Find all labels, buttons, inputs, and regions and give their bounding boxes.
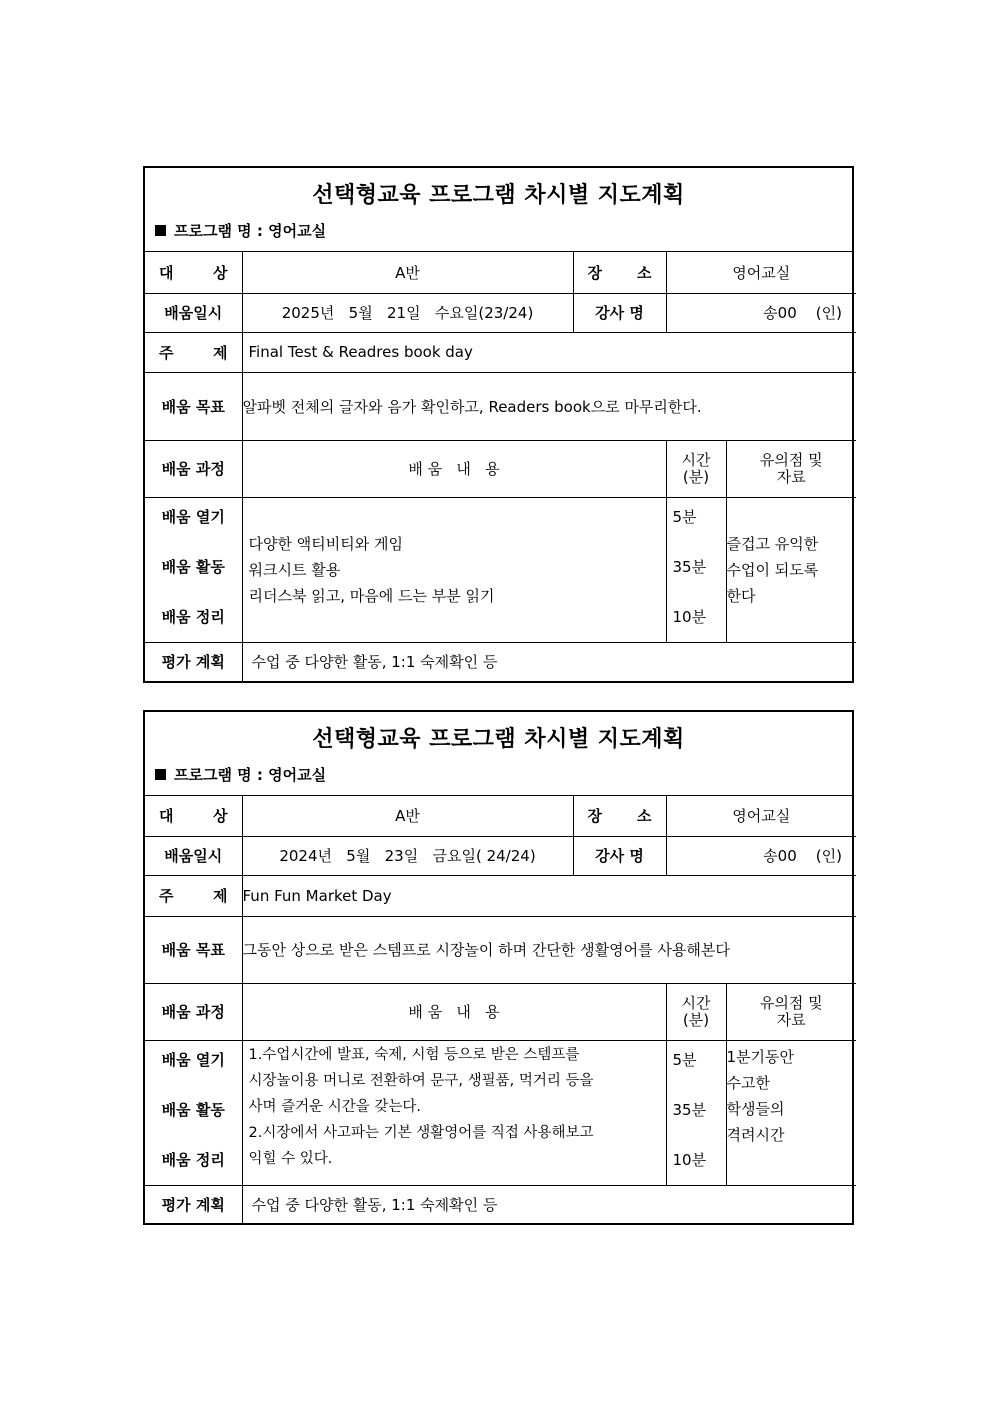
time-list [666,497,726,642]
place-label: 장 소 [573,796,666,836]
target-label: 대 상 [145,252,242,293]
notes-body [726,497,856,642]
notes-line: 1분기동안 [726,1047,795,1066]
date-label: 배움일시 [145,836,242,875]
place-value: 영어교실 [666,796,856,836]
lesson-plan-2 [143,710,854,1225]
time-label [666,983,726,1040]
plan-title: 선택형교육 프로그램 차시별 지도계획 [312,182,685,208]
content-label: 배 움 내 용 [242,440,666,497]
content-line: 익힐 수 있다. [248,1150,333,1167]
time-list [666,1040,726,1185]
program-name [155,220,326,241]
content-body [242,1040,666,1185]
notes-line: 수고한 [726,1073,770,1092]
square-bullet-icon [155,769,166,780]
teacher-label: 강사 명 [573,836,666,875]
plan-header [145,712,852,796]
notes-label-line-1: 유의점 및 [759,450,823,469]
goal-label: 배움 목표 [145,916,242,983]
goal-label: 배움 목표 [145,372,242,440]
plan-title: 선택형교육 프로그램 차시별 지도계획 [312,726,685,752]
row-topic [145,332,856,372]
content-line: 시장놀이용 머니로 전환하여 문구, 생필품, 먹거리 등을 [248,1072,594,1089]
date-value: 2025년 5월 21일 수요일(23/24) [242,293,573,332]
topic-label: 주 제 [145,875,242,916]
goal-value: 알파벳 전체의 글자와 음가 확인하고, Readers book으로 마무리한다. [242,372,856,440]
program-name [155,764,326,785]
step-open: 배움 열기 [161,507,225,526]
notes-label-line-2: 자료 [776,467,806,486]
step-list [145,497,242,642]
content-line: 1.수업시간에 발표, 숙제, 시험 등으로 받은 스템프를 [248,1046,580,1063]
notes-line: 즐겁고 유익한 [726,534,819,553]
content-line: 사며 즐거운 시간을 갖는다. [248,1098,422,1115]
step-close: 배움 정리 [161,607,225,626]
time-close: 10분 [672,607,707,626]
target-value: A반 [242,796,573,836]
plan-table [145,252,856,681]
lesson-plan-1 [143,166,854,683]
topic-value: Final Test & Readres book day [242,332,856,372]
content-body [242,497,666,642]
teacher-label: 강사 명 [573,293,666,332]
notes-label [726,983,856,1040]
content-line: 2.시장에서 사고파는 기본 생활영어를 직접 사용해보고 [248,1124,594,1141]
row-process-header [145,983,856,1040]
eval-value: 수업 중 다양한 활동, 1:1 숙제확인 등 [242,1185,856,1223]
row-process-body [145,497,856,642]
time-close: 10분 [672,1150,707,1169]
notes-label-line-2: 자료 [776,1010,806,1029]
row-date [145,836,856,875]
program-name-text: 프로그램 명 : 영어교실 [174,766,327,784]
place-label: 장 소 [573,252,666,293]
process-label: 배움 과정 [145,440,242,497]
step-list [145,1040,242,1185]
row-date [145,293,856,332]
place-value: 영어교실 [666,252,856,293]
goal-value: 그동안 상으로 받은 스템프로 시장놀이 하며 간단한 생활영어를 사용해본다 [242,916,856,983]
time-activity: 35분 [672,1100,707,1119]
time-open: 5분 [672,1050,697,1069]
notes-line: 한다 [726,586,756,605]
time-label-line-1: 시간 [681,993,711,1012]
step-activity: 배움 활동 [161,557,225,576]
time-label-line-2: (분) [682,467,710,486]
program-name-text: 프로그램 명 : 영어교실 [174,222,327,240]
target-value: A반 [242,252,573,293]
notes-label-line-1: 유의점 및 [759,993,823,1012]
step-close: 배움 정리 [161,1150,225,1169]
plan-table [145,796,856,1223]
step-open: 배움 열기 [161,1050,225,1069]
topic-label: 주 제 [145,332,242,372]
content-label: 배 움 내 용 [242,983,666,1040]
time-activity: 35분 [672,557,707,576]
row-process-header [145,440,856,497]
step-activity: 배움 활동 [161,1100,225,1119]
eval-label: 평가 계획 [145,1185,242,1223]
square-bullet-icon [155,225,166,236]
content-line: 리더스북 읽고, 마음에 드는 부분 읽기 [248,586,495,605]
topic-value: Fun Fun Market Day [242,875,856,916]
notes-body [726,1040,856,1185]
content-line: 워크시트 활용 [248,560,341,579]
row-goal [145,916,856,983]
eval-value: 수업 중 다양한 활동, 1:1 숙제확인 등 [242,642,856,681]
eval-label: 평가 계획 [145,642,242,681]
row-topic [145,875,856,916]
notes-line: 학생들의 [726,1099,785,1118]
notes-line: 격려시간 [726,1125,785,1144]
time-open: 5분 [672,507,697,526]
target-label: 대 상 [145,796,242,836]
teacher-value: 송00 (인) [666,836,856,875]
row-evaluation [145,642,856,681]
plan-header [145,168,852,252]
content-line: 다양한 액티비티와 게임 [248,534,403,553]
time-label [666,440,726,497]
time-label-line-1: 시간 [681,450,711,469]
process-label: 배움 과정 [145,983,242,1040]
row-evaluation [145,1185,856,1223]
row-process-body [145,1040,856,1185]
teacher-value: 송00 (인) [666,293,856,332]
notes-line: 수업이 되도록 [726,560,819,579]
row-goal [145,372,856,440]
row-target [145,796,856,836]
row-target [145,252,856,293]
time-label-line-2: (분) [682,1010,710,1029]
date-value: 2024년 5월 23일 금요일( 24/24) [242,836,573,875]
date-label: 배움일시 [145,293,242,332]
notes-label [726,440,856,497]
